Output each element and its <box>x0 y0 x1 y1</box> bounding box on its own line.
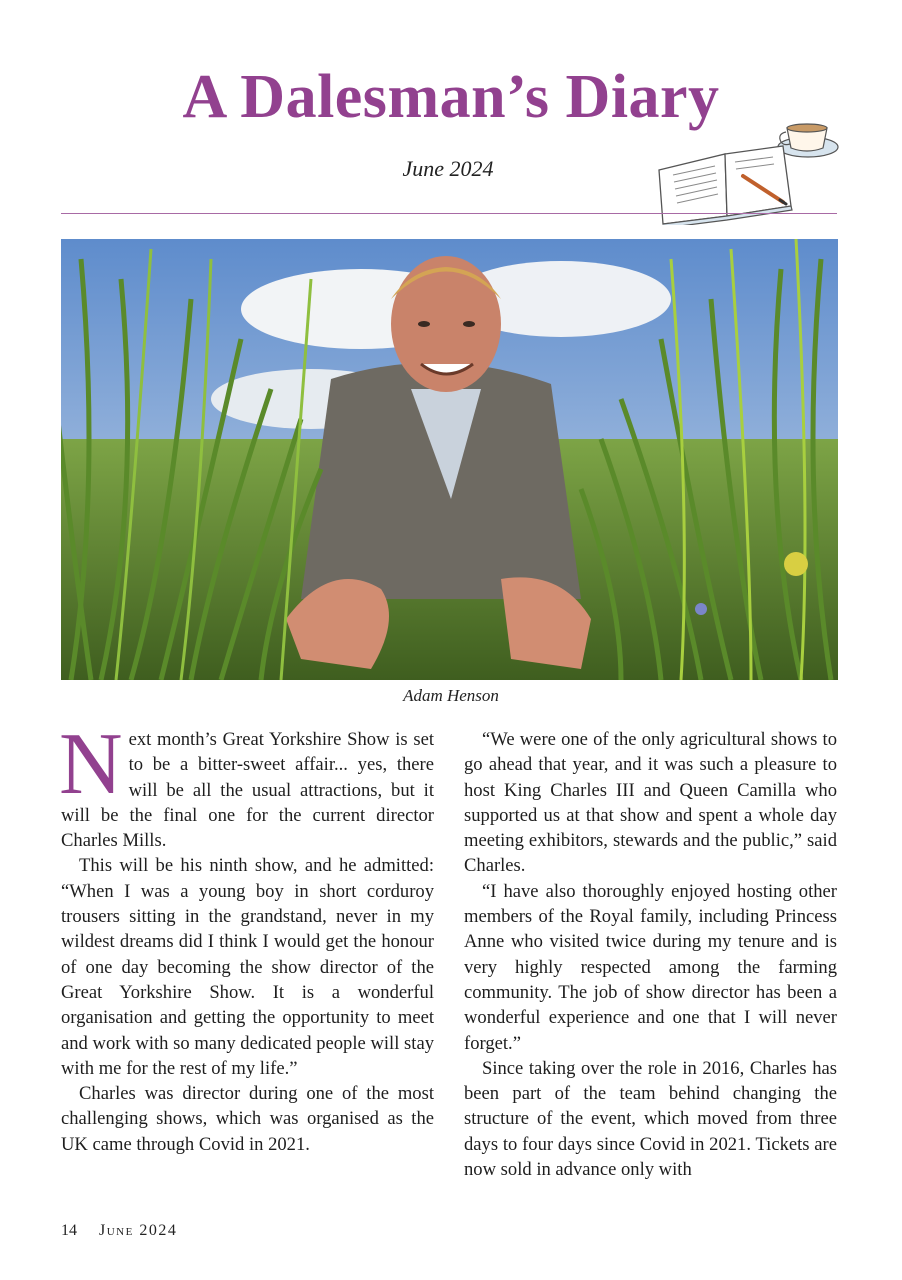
article-column-left <box>59 716 434 1157</box>
article-paragraph: Since taking over the role in 2016, Charles has been part of the team behind changing the structure of the event, which moved from three days to four days since Covid in 2021. Tickets are now sold in advance only with <box>464 1057 837 1181</box>
footer-issue-label: June 2024 <box>99 1222 178 1239</box>
drop-cap: N <box>59 716 123 813</box>
article-paragraph: This will be his ninth show, and he admitted: “When I was a young boy in short corduroy trousers sitting in the grandstand, never in my wildest dreams did I think I would get the honour of one day becoming the show director of the Great Yorkshire Show. It is a wonderful organisation and getting the opportunity to meet and work with so many dedicated people will stay with me for the rest of my life.” <box>61 855 434 1079</box>
diary-book-teacup-illustration <box>655 120 840 225</box>
photo-caption: Adam Henson <box>403 686 499 705</box>
article-column-right <box>464 727 837 1182</box>
page-title: A Dalesman’s Diary <box>182 63 720 131</box>
article-paragraph: “We were one of the only agricultural shows to go ahead that year, and it was such a pleasure to host King Charles III and Queen Camilla who supported us at that show and spent a whole day meeting exhibitors, stewards and the public,” said Charles. <box>464 729 837 877</box>
header-divider <box>61 213 837 214</box>
article-paragraph: “I have also thoroughly enjoyed hosting other members of the Royal family, including Princess Anne who visited twice during my tenure and is very highly respected among the farming community. The job of show director has been a wonderful experience and one that I will never forget.” <box>464 880 837 1054</box>
portrait-photo <box>61 239 838 680</box>
page-number: 14 <box>61 1222 77 1239</box>
paragraph-text: ext month’s Great Yorkshire Show is set to be a bitter-sweet affair... yes, there will be all the usual attractions, but it will be the final one for the current director Charles Mills. <box>61 729 434 852</box>
article-paragraph: Charles was director during one of the most challenging shows, which was organised as the UK came through Covid in 2021. <box>61 1083 434 1155</box>
issue-date: June 2024 <box>402 156 494 181</box>
article-paragraph <box>59 716 434 853</box>
page-footer <box>61 1222 177 1240</box>
